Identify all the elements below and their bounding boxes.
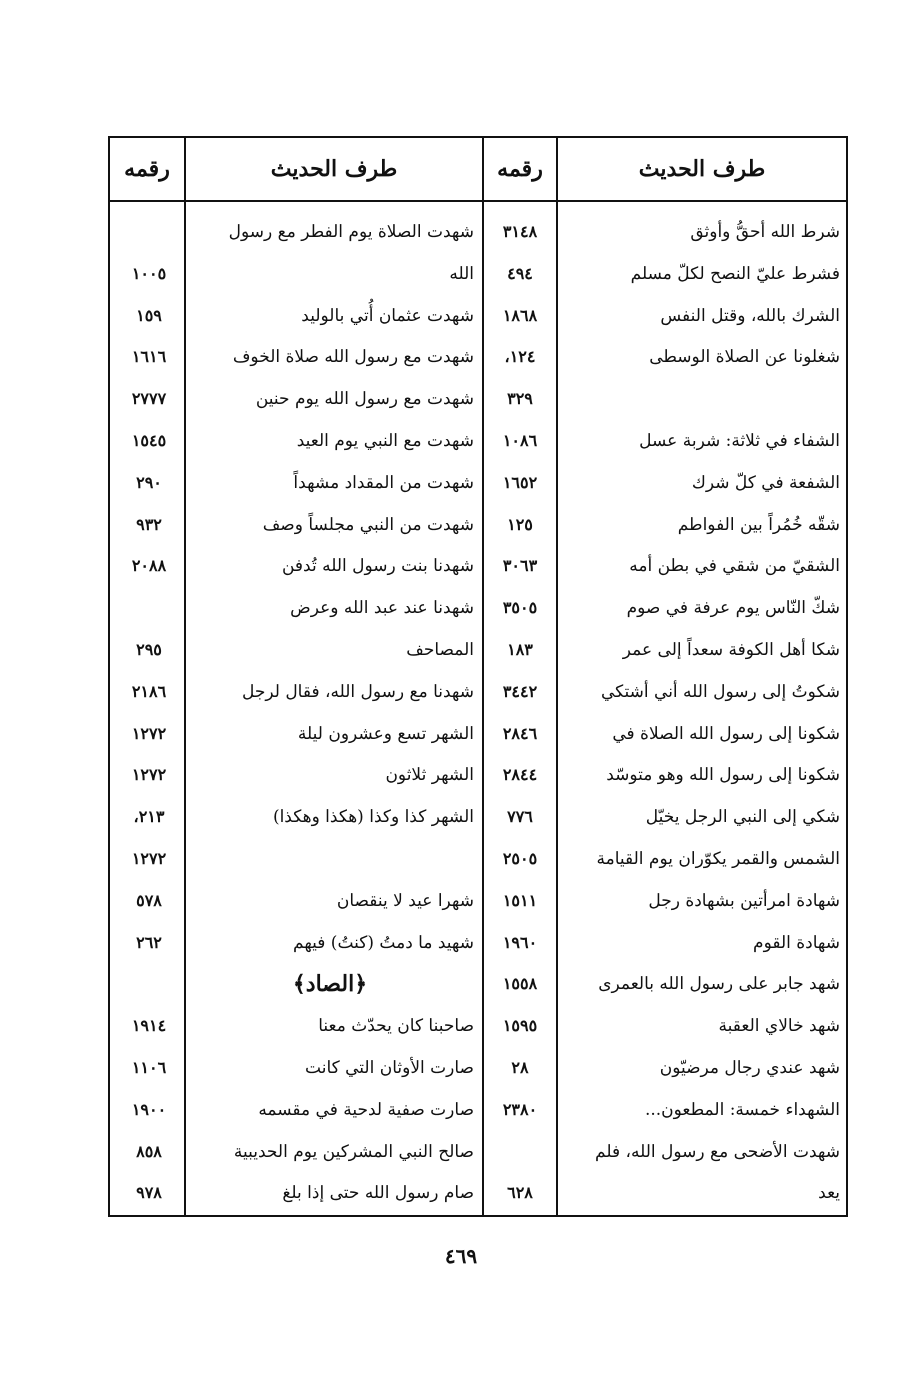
hadith-text-right: شغلونا عن الصلاة الوسطى [649,347,840,368]
hadith-text-right: شكي إلى النبي الرجل يخيّل [645,807,840,828]
table-row [110,755,846,795]
hadith-text-left: الشهر كذا وكذا (هكذا وهكذا) [272,807,474,828]
hadith-number-right [484,1132,556,1172]
hadith-number-right: ٢٨٤٦ [502,723,538,743]
table-row [110,546,846,586]
hadith-number-left: ٩٧٨ [136,1183,162,1203]
hadith-number-right: ٣١٤٨ [502,222,538,241]
table-row [110,588,846,628]
header-number-right: رقمه [497,156,543,182]
hadith-number-left [114,588,184,628]
table-row [110,839,846,879]
table-row [110,1048,846,1088]
hadith-number-left: ٢٧٧٧ [131,389,167,409]
table-row [110,881,846,921]
header-hadith-left: طرف الحديث [270,156,398,182]
table-row [110,797,846,837]
hadith-number-right: ٧٧٦ [507,807,533,827]
table-row [110,379,846,419]
hadith-text-right: شرط الله أحقُّ وأوثق [690,222,840,242]
hadith-number-right: ٣٢٩ [507,389,533,409]
table-row [110,1132,846,1172]
table-row [110,337,846,377]
table-row [110,1090,846,1130]
hadith-text-right: الشقيّ من شقي في بطن أمه [629,556,840,577]
hadith-number-right: ١٩٦٠ [502,932,538,952]
hadith-number-left: ١٢٧٢ [131,849,167,868]
hadith-text-left: صام رسول الله حتى إذا بلغ [282,1183,474,1204]
hadith-text-left: شهدت من المقداد مشهداً [293,472,474,493]
hadith-text-right: شقّه خُمُراً بين الفواطم [677,514,840,535]
table-row [110,421,846,461]
hadith-number-right: ١٢٤، [504,347,536,367]
hadith-text-right: الشهداء خمسة: المطعون... [644,1099,840,1120]
hadith-text-right: الشفعة في كلّ شرك [691,472,840,493]
hadith-text-right: شهد جابر على رسول الله بالعمرى [598,974,840,995]
table-row [110,296,846,336]
hadith-text-right: شكونا إلى رسول الله الصلاة في [612,723,840,744]
hadith-number-left: ١٩٠٠ [131,1099,167,1119]
hadith-text-left: شهدنا عند عبد الله وعرض [290,598,474,619]
table-row [110,964,846,1004]
header-divider [110,200,846,202]
hadith-number-left: ٩٣٢ [136,514,162,534]
hadith-number-right: ٣٠٦٣ [502,556,538,576]
hadith-number-left: ٨٥٨ [136,1141,162,1161]
hadith-number-left: ٢١٣، [133,807,165,827]
table-row [110,254,846,294]
page-number: ٤٦٩ [444,1244,478,1268]
hadith-number-left: ٢٠٨٨ [131,556,167,576]
hadith-number-right: ٣٤٤٢ [502,681,538,701]
section-heading: ﴿الصاد﴾ [292,971,368,998]
hadith-number-left: ١٢٧٢ [131,723,167,743]
table-row [110,1006,846,1046]
hadith-number-right: ٣٥٠٥ [502,598,538,618]
hadith-text-left: شهدت عثمان أُتي بالوليد [301,305,474,326]
hadith-text-left: شهدت مع رسول الله صلاة الخوف [232,347,474,368]
hadith-number-left: ١٢٧٢ [131,765,167,785]
hadith-number-left: ٢١٨٦ [131,681,167,701]
hadith-number-left: ١٦١٦ [131,347,167,367]
table-row [110,505,846,545]
hadith-text-right: يعد [818,1183,840,1204]
hadith-text-right: فشرط عليّ النصح لكلّ مسلم [630,263,840,284]
hadith-text-left: صارت الأوثان التي كانت [305,1058,474,1078]
table-row [110,672,846,712]
hadith-number-right: ٦٢٨ [507,1183,533,1203]
hadith-number-right: ٢٥٠٥ [502,849,538,868]
hadith-number-right: ١٥١١ [502,890,538,910]
hadith-text-left: صالح النبي المشركين يوم الحديبية [233,1141,474,1162]
hadith-text-right: شهد خالاي العقبة [718,1016,840,1037]
hadith-text-right [558,379,840,419]
table-row [110,212,846,252]
hadith-text-left: الله [449,263,474,284]
hadith-number-right: ١٠٨٦ [502,431,538,450]
hadith-text-right: الشرك بالله، وقتل النفس [660,305,840,326]
hadith-text-left: شهيد ما دمتُ (كنتُ) فيهم [293,932,474,953]
table-row [110,1173,846,1213]
hadith-text-left: صارت صفية لدحية في مقسمه [258,1099,474,1120]
hadith-number-right: ١٥٥٨ [502,974,538,994]
hadith-number-right: ٢٨٤٤ [502,765,538,785]
hadith-text-right: شكونا إلى رسول الله وهو متوسّد [606,765,840,786]
hadith-number-left: ١١٠٦ [131,1058,167,1077]
hadith-text-right: الشفاء في ثلاثة: شربة عسل [639,431,840,451]
hadith-number-left: ٢٩٥ [136,640,162,659]
hadith-number-left: ٢٦٢ [136,932,162,952]
hadith-number-left: ١٥٩ [136,305,162,325]
header-number-left: رقمه [124,156,170,182]
hadith-text-right: شهدت الأضحى مع رسول الله، فلم [595,1141,840,1162]
hadith-number-left: ٥٧٨ [136,890,162,910]
hadith-text-left: صاحبنا كان يحدّث معنا [318,1016,474,1037]
hadith-number-left: ٢٩٠ [136,472,162,492]
hadith-number-left: ١٩١٤ [131,1016,167,1036]
header-hadith-right: طرف الحديث [638,156,766,182]
hadith-text-right: الشمس والقمر يكوّران يوم القيامة [596,849,840,869]
hadith-text-right: شكوتُ إلى رسول الله أني أشتكي [600,681,840,702]
hadith-number-right: ٢٨ [511,1058,529,1077]
hadith-number-right: ٤٩٤ [507,263,533,283]
hadith-text-right: شهد عندي رجال مرضيّون [659,1058,840,1078]
hadith-number-right: ١٢٥ [507,514,533,534]
table-row [110,463,846,503]
hadith-text-left: شهدنا بنت رسول الله تُدفن [281,556,474,577]
hadith-number-right: ١٦٥٢ [502,472,538,492]
hadith-text-left: شهدت الصلاة يوم الفطر مع رسول [228,222,474,242]
hadith-number-left: ١٠٠٥ [131,263,167,283]
table-row [110,714,846,754]
hadith-text-left: شهدت من النبي مجلساً وصف [262,514,474,535]
hadith-text-right: شهادة امرأتين بشهادة رجل [648,890,840,911]
hadith-text-left: شهرا عيد لا ينقصان [336,890,474,911]
hadith-number-right: ١٨٦٨ [502,305,538,325]
table-row [110,923,846,963]
hadith-number-left [114,212,184,252]
hadith-text-left: شهدت مع رسول الله يوم حنين [255,389,474,410]
hadith-text-left: الشهر تسع وعشرون ليلة [297,723,474,744]
index-table [108,136,848,1217]
hadith-text-left: شهدنا مع رسول الله، فقال لرجل [241,681,474,702]
hadith-text-left: شهدت مع النبي يوم العيد [296,431,474,451]
table-row [110,630,846,670]
hadith-number-left [114,964,184,1004]
hadith-number-right: ١٨٣ [507,640,533,659]
hadith-text-left: المصاحف [406,640,474,660]
hadith-text-right: شكا أهل الكوفة سعداً إلى عمر [622,640,840,660]
hadith-text-right: شكّ النّاس يوم عرفة في صوم [626,598,840,619]
hadith-text-left [186,839,474,879]
hadith-number-left: ١٥٤٥ [131,431,167,450]
hadith-number-right: ١٥٩٥ [502,1016,538,1036]
hadith-text-right: شهادة القوم [753,932,840,953]
hadith-number-right: ٢٣٨٠ [502,1099,538,1119]
hadith-text-left: الشهر ثلاثون [385,765,474,786]
